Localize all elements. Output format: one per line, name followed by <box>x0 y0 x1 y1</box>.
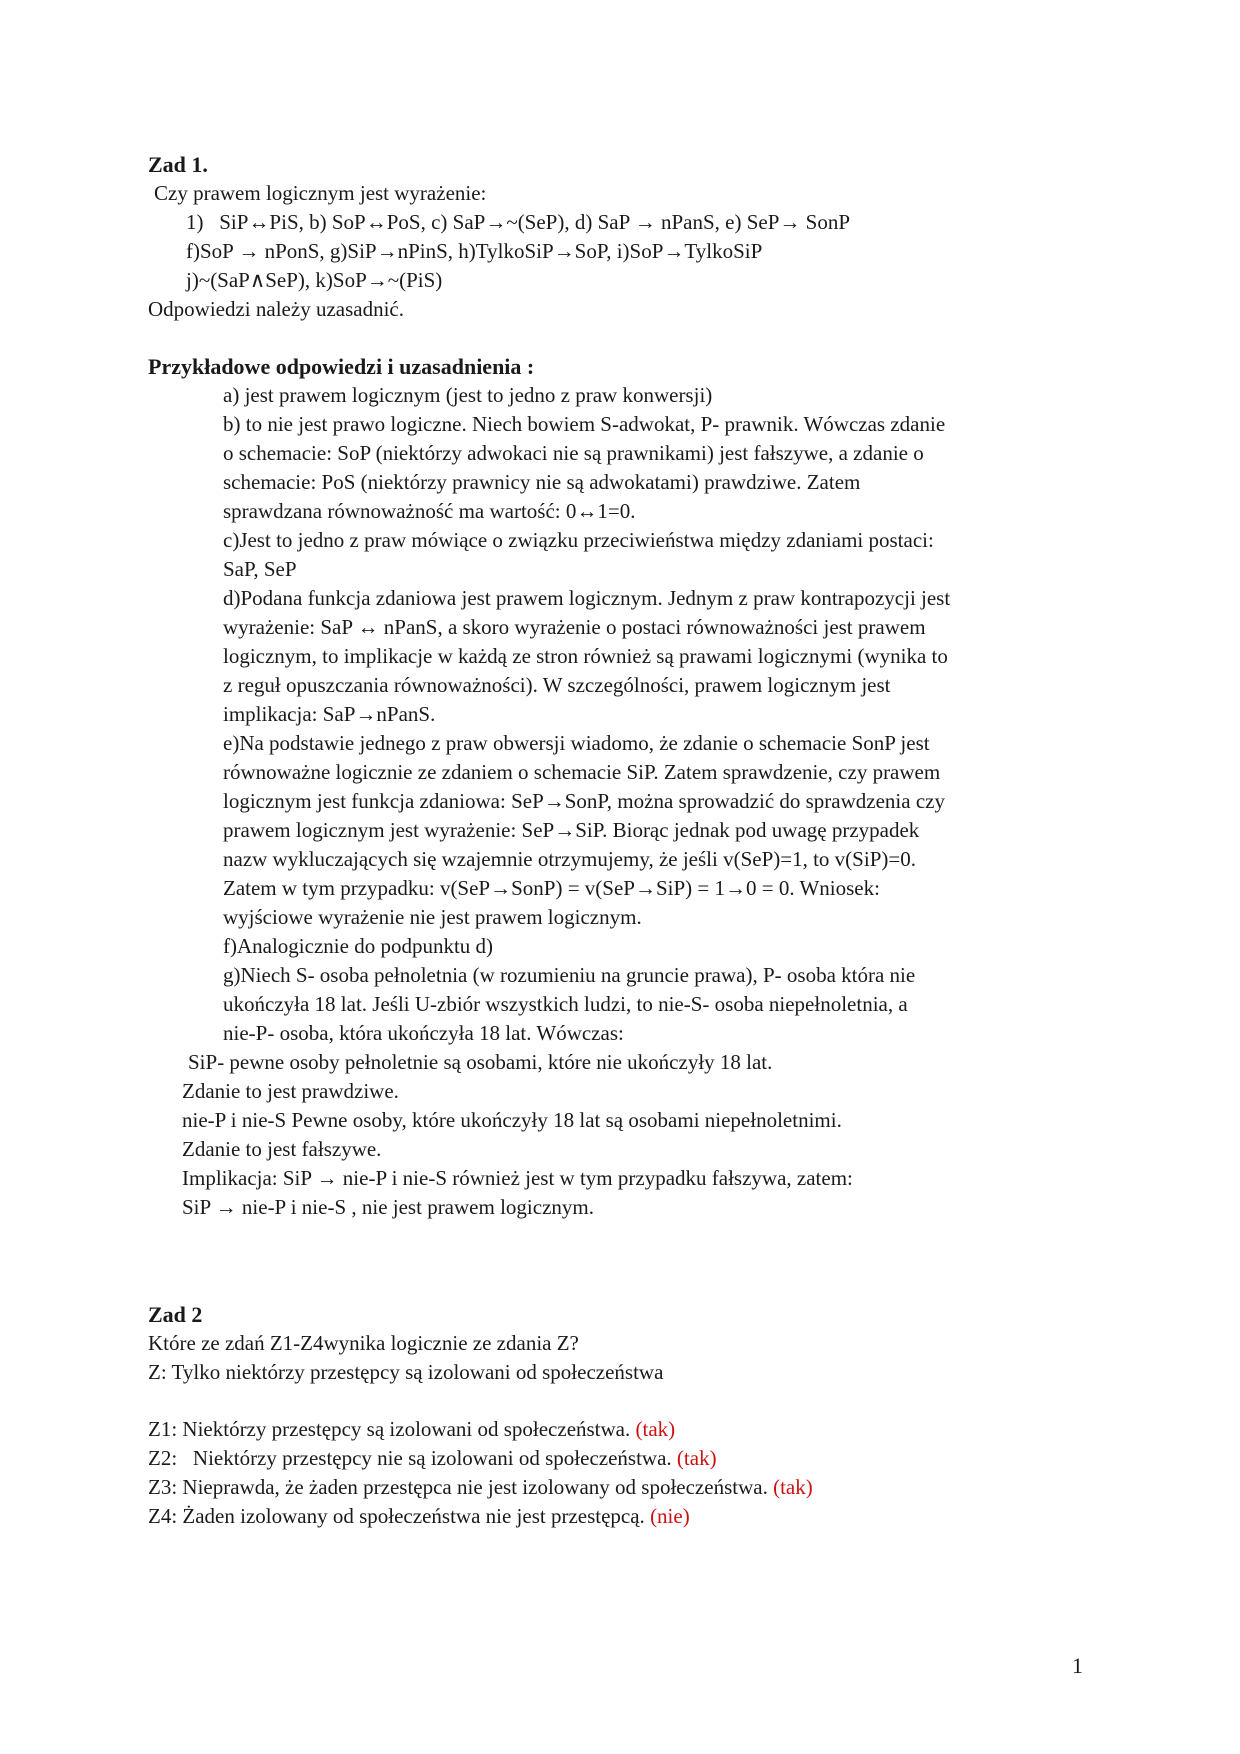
page-number: 1 <box>1072 1653 1083 1678</box>
answer-line: logicznym jest funkcja zdaniowa: SeP→SonP, można sprowadzić do sprawdzenia czy <box>223 789 945 813</box>
zad2-item-answer: (nie) <box>650 1504 690 1528</box>
answer-line: sprawdzana równoważność ma wartość: 0↔1=0. <box>223 499 636 523</box>
answer-line: wyjściowe wyrażenie nie jest prawem logicznym. <box>223 905 642 929</box>
answers-heading: Przykładowe odpowiedzi i uzasadnienia : <box>148 354 535 379</box>
g-tail-line: SiP- pewne osoby pełnoletnie są osobami, które nie ukończyły 18 lat. <box>188 1050 773 1074</box>
answer-line: równoważne logicznie ze zdaniem o schemacie SiP. Zatem sprawdzenie, czy prawem <box>223 760 941 784</box>
zad2-title: Zad 2 <box>148 1302 203 1327</box>
answer-line: g)Niech S- osoba pełnoletnia (w rozumieniu na gruncie prawa), P- osoba która nie <box>223 963 916 987</box>
zad2-item <box>148 1444 1098 1473</box>
zad2-item-text: Z4: Żaden izolowany od społeczeństwa nie jest przestępcą. <box>148 1504 645 1528</box>
answer-line: c)Jest to jedno z praw mówiące o związku przeciwieństwa między zdaniami postaci: <box>223 528 934 552</box>
answer-line: a) jest prawem logicznym (jest to jedno z praw konwersji) <box>223 383 713 407</box>
answer-line: implikacja: SaP→nPanS. <box>223 702 436 726</box>
g-tail-line: Zdanie to jest prawdziwe. <box>182 1079 399 1103</box>
answer-line: nazw wykluczających się wzajemnie otrzymujemy, że jeśli v(SeP)=1, to v(SiP)=0. <box>223 847 916 871</box>
zad1-title: Zad 1. <box>148 152 208 177</box>
g-tail-block <box>148 1048 1098 1222</box>
answer-line: d)Podana funkcja zdaniowa jest prawem logicznym. Jednym z praw kontrapozycji jest <box>223 586 951 610</box>
answer-line: wyrażenie: SaP ↔ nPanS, a skoro wyrażenie o postaci równoważności jest prawem <box>223 615 926 639</box>
zad1-item-2: f)SoP → nPonS, g)SiP→nPinS, h)TylkoSiP→SoP, i)SoP→TylkoSiP <box>186 239 763 263</box>
zad2-item-text: Z1: Niektórzy przestępcy są izolowani od społeczeństwa. <box>148 1417 631 1441</box>
answer-line: prawem logicznym jest wyrażenie: SeP→SiP. Biorąc jednak pod uwagę przypadek <box>223 818 920 842</box>
zad1-item-1: 1) SiP↔PiS, b) SoP↔PoS, c) SaP→~(SeP), d) SaP → nPanS, e) SeP→ SonP <box>186 210 851 234</box>
answer-line: z reguł opuszczania równoważności). W szczególności, prawem logicznym jest <box>223 673 891 697</box>
zad2-item-answer: (tak) <box>635 1417 676 1441</box>
zad1-note: Odpowiedzi należy uzasadnić. <box>148 297 404 321</box>
zad2-item-text: Z3: Nieprawda, że żaden przestępca nie jest izolowany od społeczeństwa. <box>148 1475 768 1499</box>
zad2-item-answer: (tak) <box>773 1475 813 1499</box>
g-tail-line: Implikacja: SiP → nie-P i nie-S również jest w tym przypadku fałszywa, zatem: <box>182 1166 853 1190</box>
answer-line: nie-P- osoba, która ukończyła 18 lat. Wówczas: <box>223 1021 624 1045</box>
answer-line: Zatem w tym przypadku: v(SeP→SonP) = v(SeP→SiP) = 1→0 = 0. Wniosek: <box>223 876 880 900</box>
g-tail-line: SiP → nie-P i nie-S , nie jest prawem logicznym. <box>182 1195 594 1219</box>
answer-line: SaP, SeP <box>223 557 297 581</box>
g-tail-line: nie-P i nie-S Pewne osoby, które ukończyły 18 lat są osobami niepełnoletnimi. <box>182 1108 842 1132</box>
answer-line: o schemacie: SoP (niektórzy adwokaci nie są prawnikami) jest fałszywe, a zdanie o <box>223 441 924 465</box>
zad2-question: Które ze zdań Z1-Z4wynika logicznie ze zdania Z? <box>148 1331 579 1355</box>
answers-block <box>148 381 1098 1048</box>
zad1-question: Czy prawem logicznym jest wyrażenie: <box>154 181 487 205</box>
g-tail-line: Zdanie to jest fałszywe. <box>182 1137 382 1161</box>
document-page <box>148 150 1098 1531</box>
answer-line: b) to nie jest prawo logiczne. Niech bowiem S-adwokat, P- prawnik. Wówczas zdanie <box>223 412 946 436</box>
zad1-item-3: j)~(SaP∧SeP), k)SoP→~(PiS) <box>186 268 443 292</box>
zad2-item <box>148 1415 1098 1444</box>
zad2-item <box>148 1502 1098 1531</box>
zad2-item-text: Z2: Niektórzy przestępcy nie są izolowani od społeczeństwa. <box>148 1446 672 1470</box>
zad2-z-sentence: Z: Tylko niektórzy przestępcy są izolowani od społeczeństwa <box>148 1360 664 1384</box>
answer-line: logicznym, to implikacje w każdą ze stron również są prawami logicznymi (wynika to <box>223 644 948 668</box>
zad2-item <box>148 1473 1098 1502</box>
answer-line: e)Na podstawie jednego z praw obwersji wiadomo, że zdanie o schemacie SonP jest <box>223 731 930 755</box>
answer-line: ukończyła 18 lat. Jeśli U-zbiór wszystkich ludzi, to nie-S- osoba niepełnoletnia, a <box>223 992 908 1016</box>
answer-line: schemacie: PoS (niektórzy prawnicy nie są adwokatami) prawdziwe. Zatem <box>223 470 861 494</box>
zad2-item-answer: (tak) <box>676 1446 717 1470</box>
answer-line: f)Analogicznie do podpunktu d) <box>223 934 494 958</box>
